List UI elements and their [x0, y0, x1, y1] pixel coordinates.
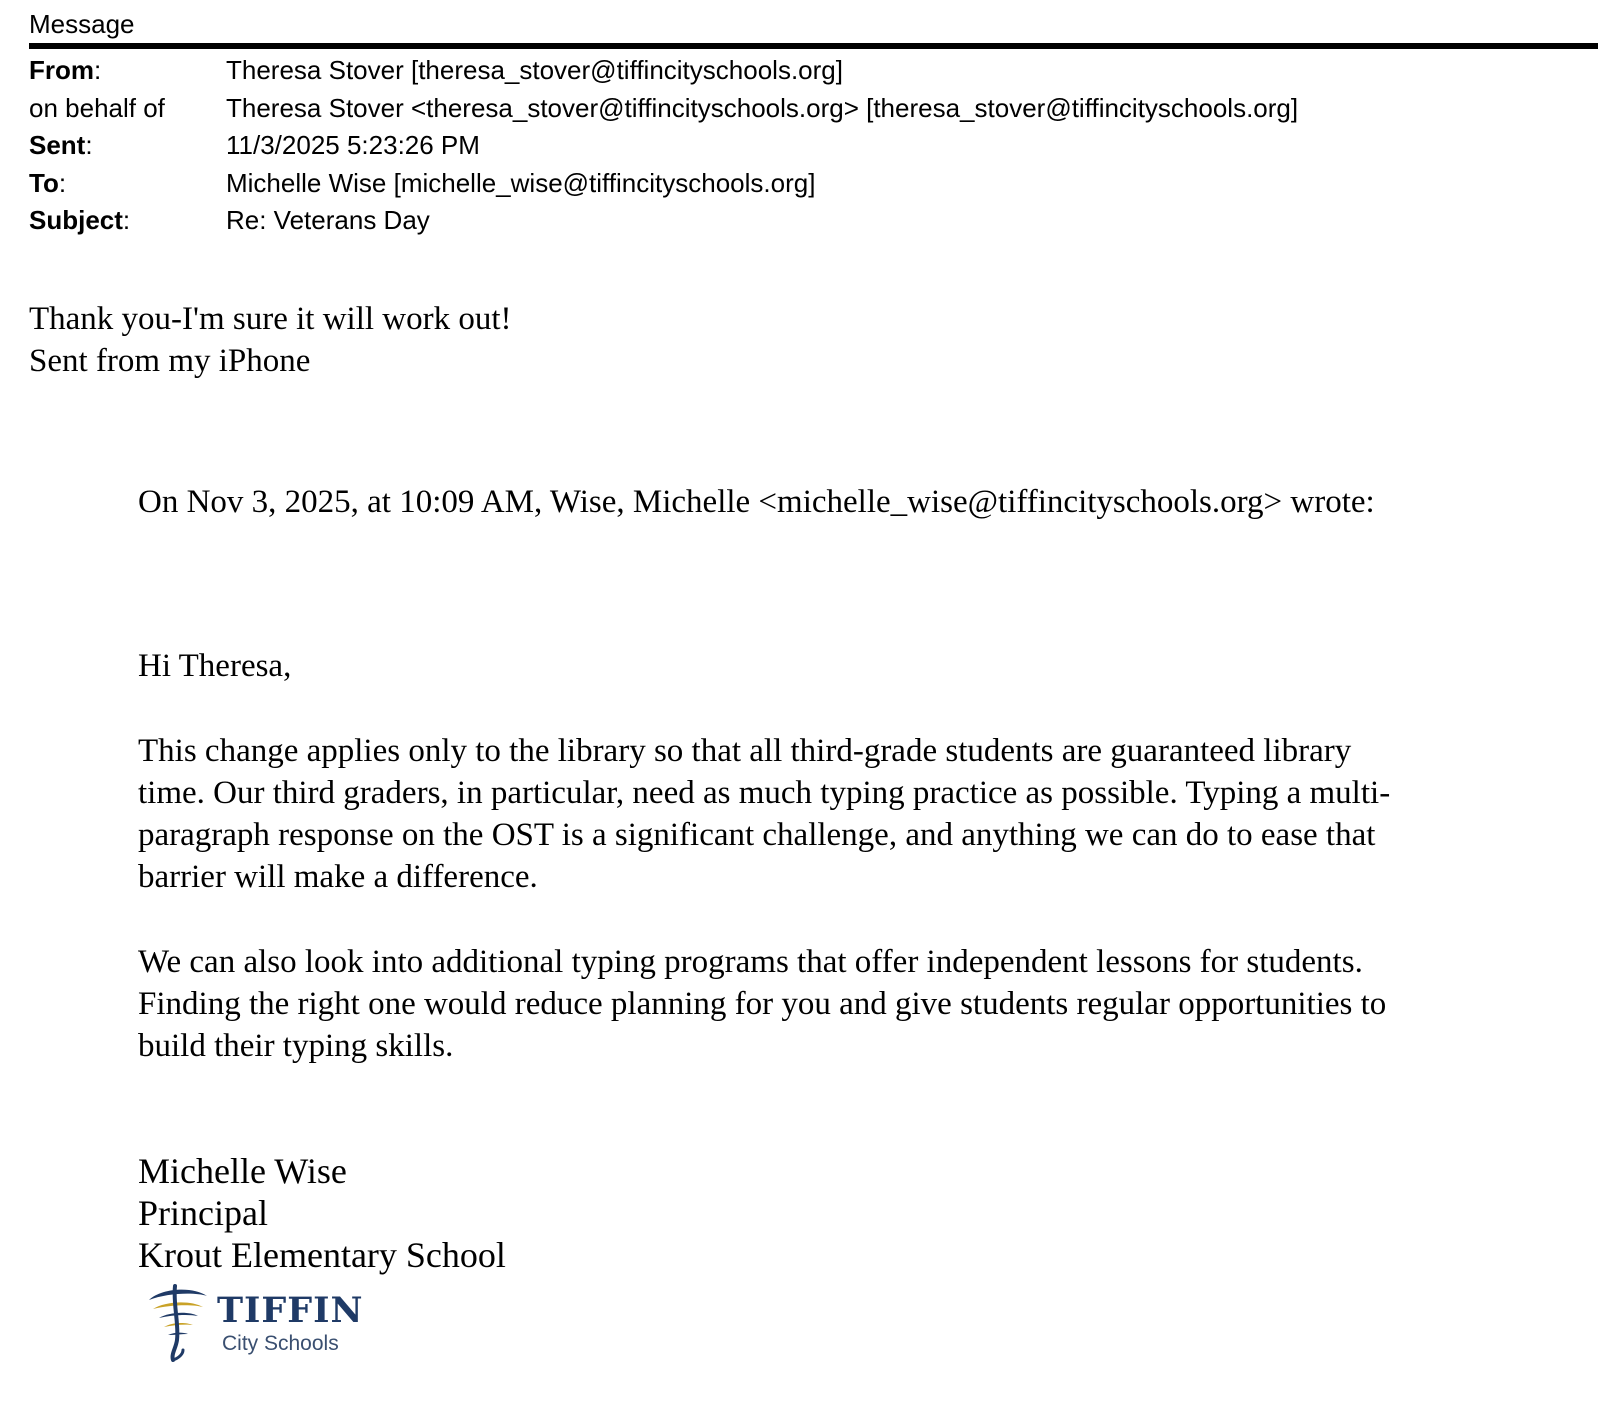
tornado-icon [143, 1280, 213, 1362]
window-title: Message [29, 9, 135, 39]
tiffin-city-schools-logo [143, 1280, 373, 1362]
quoted-header: On Nov 3, 2025, at 10:09 AM, Wise, Michelle <michelle_wise@tiffincityschools.org> wrote: [138, 484, 1375, 520]
header-sent-value: 11/3/2025 5:23:26 PM [226, 130, 480, 160]
reply-body [29, 298, 512, 382]
signature-role: Principal [138, 1193, 268, 1233]
header-to [29, 167, 1298, 205]
quoted-paragraph-2 [138, 941, 1548, 1067]
signature-name: Michelle Wise [138, 1151, 347, 1191]
header-to-value: Michelle Wise [michelle_wise@tiffincityschools.org] [226, 167, 816, 198]
paragraph-line: barrier will make a difference. [138, 859, 538, 895]
header-from [29, 54, 1298, 92]
header-from-label: From: [29, 55, 102, 85]
header-on-behalf-of [29, 92, 1298, 130]
paragraph-line: This change applies only to the library so that all third-grade students are guaranteed library [138, 733, 1352, 769]
header-subject-label: Subject: [29, 205, 131, 235]
paragraph-line: time. Our third graders, in particular, need as much typing practice as possible. Typing a multi- [138, 775, 1391, 811]
header-from-value: Theresa Stover [theresa_stover@tiffincityschools.org] [226, 55, 843, 85]
header-subject [29, 204, 1298, 242]
paragraph-line: build their typing skills. [138, 1028, 454, 1064]
header-sent-label: Sent: [29, 130, 93, 160]
signature-block [138, 1150, 506, 1276]
header-subject-value: Re: Veterans Day [226, 205, 430, 235]
header-to-label: To: [29, 167, 67, 198]
email-headers [29, 54, 1298, 242]
header-on-behalf-of-value: Theresa Stover <theresa_stover@tiffincityschools.org> [theresa_stover@tiffincityschools.org] [226, 92, 1299, 123]
header-on-behalf-of-label: on behalf of [29, 92, 165, 123]
reply-signature-line: Sent from my iPhone [29, 343, 311, 379]
header-sent [29, 129, 1298, 167]
quoted-greeting: Hi Theresa, [138, 648, 292, 684]
reply-line: Thank you-I'm sure it will work out! [29, 301, 512, 337]
paragraph-line: Finding the right one would reduce planning for you and give students regular opportunities to [138, 986, 1387, 1022]
logo-subtitle: City Schools [222, 1332, 339, 1355]
paragraph-line: We can also look into additional typing programs that offer independent lessons for students. [138, 944, 1363, 980]
quoted-paragraph-1 [138, 730, 1548, 898]
paragraph-line: paragraph response on the OST is a significant challenge, and anything we can do to ease that [138, 817, 1376, 853]
logo-title: TIFFIN [217, 1290, 364, 1331]
header-divider [29, 43, 1598, 49]
signature-school: Krout Elementary School [138, 1235, 506, 1275]
